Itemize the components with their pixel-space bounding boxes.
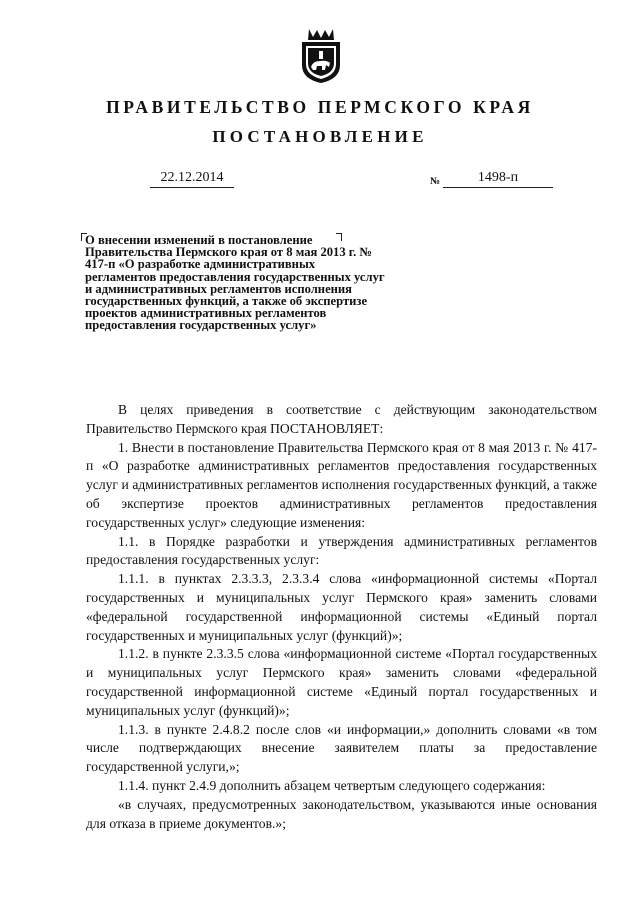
paragraph: 1.1.3. в пункте 2.4.8.2 после слов «и информации,» дополнить словами «в том числе подтверждающих внесение заявителем платы за предоставление государственной услуги,»;	[86, 721, 597, 775]
coat-of-arms-icon	[296, 25, 346, 85]
paragraph: В целях приведения в соответствие с действующим законодательством Правительство Пермского края ПОСТАНОВЛЯЕТ:	[86, 402, 597, 436]
document-subject: О внесении изменений в постановление Правительства Пермского края от 8 мая 2013 г. № 417-п «О разработке административных регламентов предоставления государственных услуг и административных регламентов исполнения государственных функций, а также об экспертизе проектов административных регламентов предоставления государственных услуг»	[85, 233, 385, 333]
paragraph: 1.1. в Порядке разработки и утверждения административных регламентов предоставления государственных услуг:	[86, 533, 597, 568]
paragraph: 1.1.2. в пункте 2.3.3.5 слова «информационной системе «Портал государственных и муниципальных услуг Пермского края» заменить словами «федеральной государственной информационной системе «Единый портал государственных и муниципальных услуг (функций)»;	[86, 646, 597, 718]
paragraph: 1.1.4. пункт 2.4.9 дополнить абзацем четвертым следующего содержания:	[118, 777, 546, 793]
number-sign: №	[430, 176, 441, 187]
document-date: 22.12.2014	[150, 170, 234, 188]
document-body	[86, 401, 597, 833]
paragraph: 1. Внести в постановление Правительства Пермского края от 8 мая 2013 г. № 417-п «О разработке административных регламентов предоставления государственных услуг и административных регламентов исполнения государственных функций, а также об экспертизе проектов административных регламентов предоставления государственных услуг» следующие изменения:	[86, 439, 597, 530]
document-type-heading: ПОСТАНОВЛЕНИЕ	[212, 127, 428, 146]
paragraph: 1.1.1. в пунктах 2.3.3.3, 2.3.3.4 слова «информационной системы «Портал государственных и муниципальных услуг Пермского края» заменить словами «федеральной государственной информационной системы «Единый портал государственных и муниципальных услуг (функций)»;	[86, 571, 597, 643]
organization-title: ПРАВИТЕЛЬСТВО ПЕРМСКОГО КРАЯ	[106, 97, 534, 117]
document-number: 1498-п	[443, 170, 553, 188]
paragraph: «в случаях, предусмотренных законодательством, указываются иные основания для отказа в приеме документов.»;	[86, 796, 597, 831]
